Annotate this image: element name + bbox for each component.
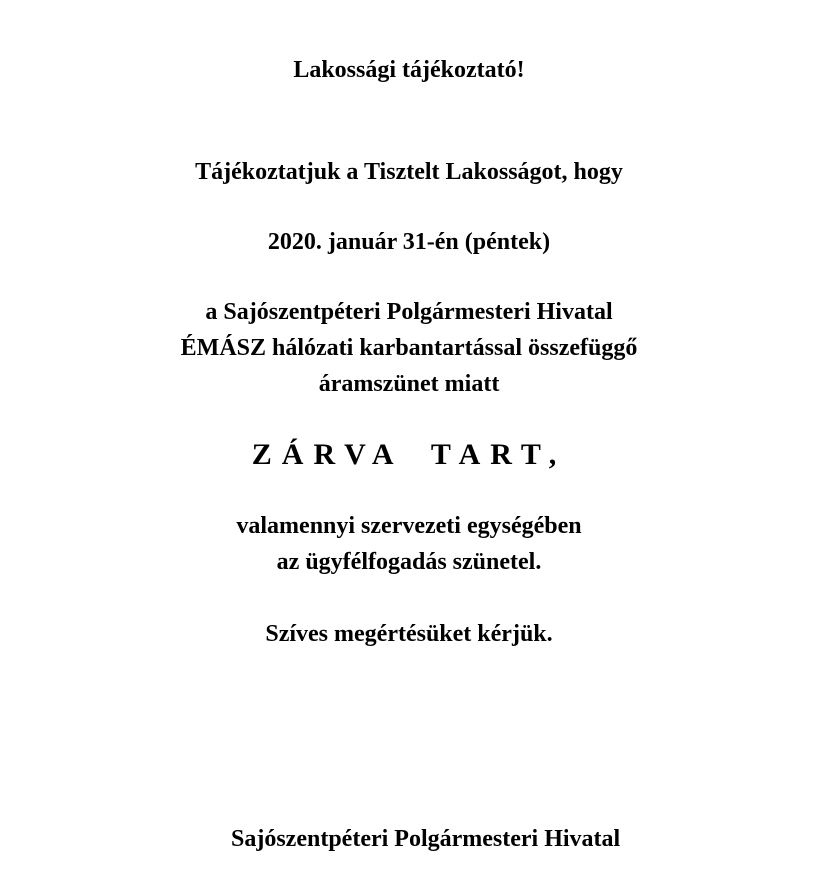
- signature: Sajószentpéteri Polgármesteri Hivatal: [231, 826, 621, 852]
- intro-line: Tájékoztatjuk a Tisztelt Lakosságot, hogy: [195, 159, 623, 185]
- body-line-power-outage: áramszünet miatt: [318, 371, 500, 397]
- notice-heading: Lakossági tájékoztató!: [293, 57, 525, 83]
- closing-line: Szíves megértésüket kérjük.: [265, 621, 553, 647]
- closure-date: 2020. január 31-én (péntek): [267, 229, 551, 255]
- after-line-units: valamennyi szervezeti egységében: [236, 513, 582, 539]
- body-line-maintenance: ÉMÁSZ hálózati karbantartással összefüggő: [180, 335, 638, 361]
- after-line-reception: az ügyfélfogadás szünetel.: [276, 549, 542, 575]
- body-line-office: a Sajószentpéteri Polgármesteri Hivatal: [205, 299, 613, 325]
- closed-notice: ZÁRVA TART,: [251, 438, 567, 471]
